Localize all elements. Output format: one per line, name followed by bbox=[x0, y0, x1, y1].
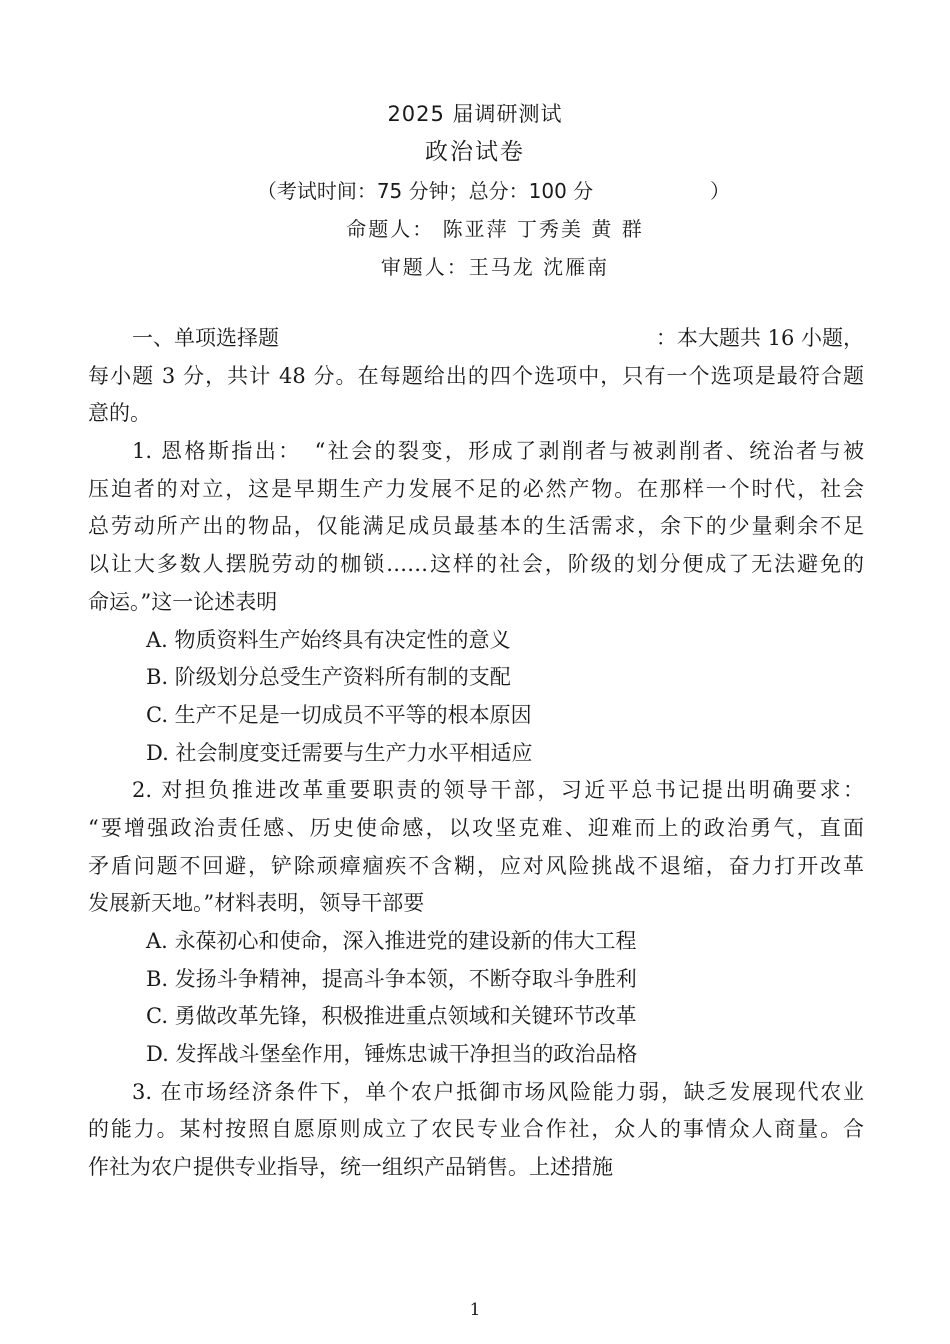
question-1-stem-line: 以让大多数人摆脱劳动的枷锁……这样的社会，阶级的划分便成了无法避免的 bbox=[88, 552, 864, 577]
question-1-option-d: D. 社会制度变迁需要与生产力水平相适应 bbox=[146, 740, 533, 765]
exam-title-subject: 政治试卷 bbox=[425, 139, 525, 165]
question-setters: 命题人： 陈亚萍 丁秀美 黄 群 bbox=[346, 217, 644, 241]
section-heading bbox=[88, 320, 864, 358]
exam-info-close: ） bbox=[710, 179, 730, 203]
question-2-stem-line: “要增强政治责任感、历史使命感，以攻坚克难、迎难而上的政治勇气，直面 bbox=[88, 815, 864, 840]
question-3-stem-line: 3. 在市场经济条件下，单个农户抵御市场风险能力弱，缺乏发展现代农业 bbox=[132, 1079, 864, 1104]
section-heading-right: ：本大题共 16 小题， bbox=[655, 326, 864, 350]
question-2-stem-line: 2. 对担负推进改革重要职责的领导干部，习近平总书记提出明确要求： bbox=[132, 778, 864, 803]
question-2-option-d: D. 发挥战斗堡垒作用，锤炼忠诚干净担当的政治品格 bbox=[146, 1042, 638, 1067]
section-title: 一、单项选择题 bbox=[132, 326, 279, 350]
question-2-option-b: B. 发扬斗争精神，提高斗争本领，不断夺取斗争胜利 bbox=[146, 966, 637, 991]
question-1-stem-line: 命运。”这一论述表明 bbox=[88, 589, 278, 614]
question-1-option-b: B. 阶级划分总受生产资料所有制的支配 bbox=[146, 665, 511, 690]
question-2-option-a: A. 永葆初心和使命，深入推进党的建设新的伟大工程 bbox=[146, 929, 637, 953]
section-desc-line: 意的。 bbox=[88, 401, 151, 426]
exam-body bbox=[88, 320, 864, 1187]
page-number: 1 bbox=[469, 1300, 481, 1320]
question-1-stem-line: 总劳动所产出的物品，仅能满足成员最基本的生活需求，余下的少量剩余不足 bbox=[88, 514, 864, 539]
question-1-stem-line: 压迫者的对立，这是早期生产力发展不足的必然产物。在那样一个时代，社会 bbox=[88, 476, 864, 501]
exam-title-year: 2025 届调研测试 bbox=[387, 102, 563, 126]
question-2-stem-line: 矛盾问题不回避，铲除顽瘴痼疾不含糊，应对风险挑战不退缩，奋力打开改革 bbox=[88, 853, 864, 878]
question-3-stem-line: 作社为农户提供专业指导，统一组织产品销售。上述措施 bbox=[88, 1155, 613, 1180]
question-3-stem-line: 的能力。某村按照自愿原则成立了农民专业合作社，众人的事情众人商量。合 bbox=[88, 1117, 864, 1142]
question-1-option-a: A. 物质资料生产始终具有决定性的意义 bbox=[146, 627, 511, 652]
question-1-stem-line: 1. 恩格斯指出： “社会的裂变，形成了剥削者与被剥削者、统治者与被 bbox=[132, 439, 864, 464]
question-reviewers: 审题人：王马龙 沈雁南 bbox=[380, 255, 610, 279]
exam-info-text: （考试时间：75 分钟；总分：100 分 bbox=[256, 179, 594, 203]
section-desc-line: 每小题 3 分，共计 48 分。在每题给出的四个选项中，只有一个选项是最符合题 bbox=[88, 363, 864, 388]
question-2-option-c: C. 勇做改革先锋，积极推进重点领域和关键环节改革 bbox=[146, 1004, 637, 1029]
question-1-option-c: C. 生产不足是一切成员不平等的根本原因 bbox=[146, 702, 532, 727]
exam-info bbox=[0, 175, 900, 204]
question-2-stem-line: 发展新天地。”材料表明，领导干部要 bbox=[88, 891, 425, 916]
